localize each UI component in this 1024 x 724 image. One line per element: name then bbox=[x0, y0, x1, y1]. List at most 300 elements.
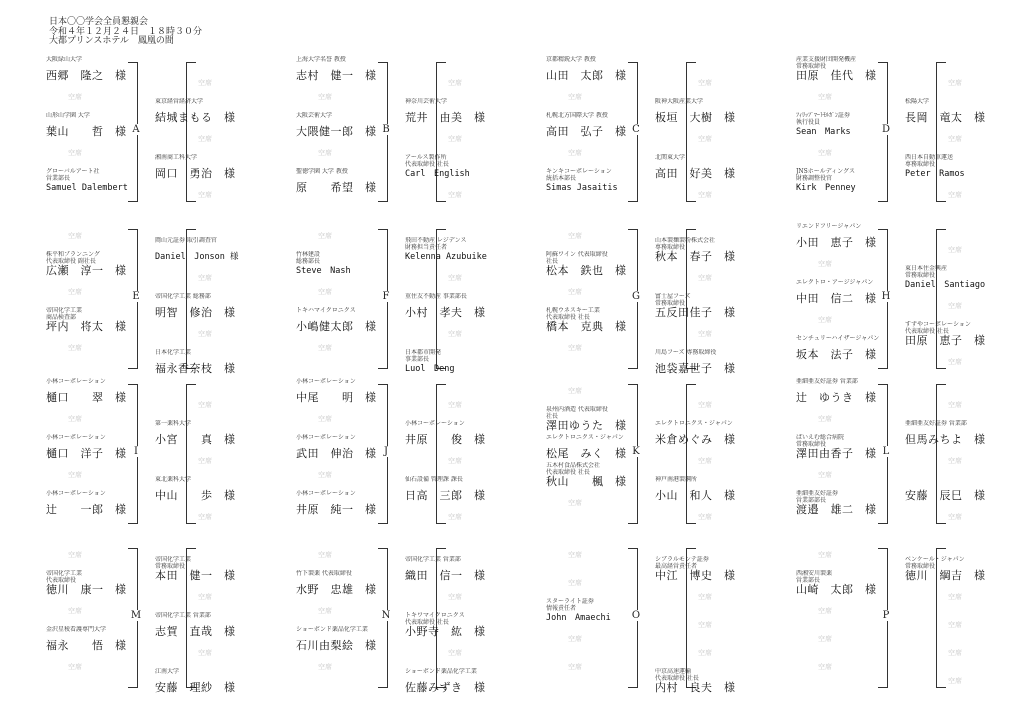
guest-name: 小野寺 紘 様 bbox=[405, 625, 486, 638]
vacant-seat bbox=[655, 78, 775, 88]
vacant-label: 空席 bbox=[568, 288, 582, 296]
guest-name: 本田 健一 様 bbox=[155, 569, 236, 582]
vacant-seat bbox=[155, 134, 275, 144]
guest-affiliation: 小林コーポレーション bbox=[296, 490, 356, 497]
vacant-label: 空席 bbox=[448, 330, 462, 338]
guest-affiliation: グローバルアート社 営業部長 bbox=[46, 168, 100, 182]
vacant-seat bbox=[155, 273, 275, 283]
vacant-label: 空席 bbox=[68, 232, 82, 240]
vacant-seat bbox=[905, 190, 1024, 200]
table-label: C bbox=[629, 124, 643, 135]
vacant-seat bbox=[405, 648, 525, 658]
guest-name: 石川由梨絵 様 bbox=[296, 639, 377, 652]
guest-seat bbox=[405, 349, 525, 381]
vacant-label: 空席 bbox=[318, 288, 332, 296]
vacant-label: 空席 bbox=[698, 457, 712, 465]
guest-affiliation: 産業支援財団開発機産 常務取締役 bbox=[796, 56, 857, 70]
guest-seat bbox=[46, 490, 166, 522]
vacant-seat bbox=[296, 414, 416, 424]
guest-affiliation: ショーボンド薬品化学工業 bbox=[405, 668, 477, 675]
guest-name: 小村 孝夫 様 bbox=[405, 306, 486, 319]
guest-name: 広瀬 淳一 様 bbox=[46, 264, 127, 277]
vacant-seat bbox=[905, 592, 1024, 602]
vacant-label: 空席 bbox=[68, 415, 82, 423]
vacant-seat bbox=[546, 498, 666, 508]
guest-affiliation: 松陽大学 bbox=[905, 98, 930, 105]
guest-seat bbox=[796, 168, 916, 200]
guest-seat bbox=[155, 668, 275, 700]
guest-seat bbox=[905, 98, 1024, 130]
vacant-seat bbox=[546, 578, 666, 588]
vacant-seat bbox=[46, 414, 166, 424]
vacant-seat bbox=[796, 414, 916, 424]
guest-affiliation: 仙石設備 管理課 課長 bbox=[405, 476, 463, 483]
vacant-label: 空席 bbox=[318, 232, 332, 240]
guest-seat bbox=[905, 556, 1024, 588]
vacant-label: 空席 bbox=[948, 135, 962, 143]
guest-name: 荒井 由美 様 bbox=[405, 111, 486, 124]
guest-seat bbox=[155, 293, 275, 325]
vacant-seat bbox=[405, 190, 525, 200]
vacant-seat bbox=[655, 400, 775, 410]
guest-seat bbox=[655, 668, 775, 700]
vacant-label: 空席 bbox=[318, 663, 332, 671]
guest-name: 高田 弘子 様 bbox=[546, 125, 627, 138]
table-e bbox=[46, 229, 294, 375]
vacant-label: 空席 bbox=[198, 457, 212, 465]
vacant-seat bbox=[905, 357, 1024, 367]
guest-name: 志村 健一 様 bbox=[296, 69, 377, 82]
guest-name: 小宮 真 様 bbox=[155, 433, 236, 446]
vacant-label: 空席 bbox=[568, 663, 582, 671]
vacant-label: 空席 bbox=[568, 232, 582, 240]
table-label: A bbox=[129, 124, 143, 135]
vacant-seat bbox=[905, 456, 1024, 466]
guest-seat bbox=[296, 112, 416, 144]
vacant-seat bbox=[155, 400, 275, 410]
vacant-label: 空席 bbox=[568, 579, 582, 587]
vacant-seat bbox=[655, 456, 775, 466]
vacant-seat bbox=[296, 343, 416, 353]
guest-seat bbox=[655, 420, 775, 452]
guest-affiliation: ベンケール・ジャパン 常務取締役 bbox=[905, 556, 965, 570]
vacant-seat bbox=[296, 470, 416, 480]
guest-seat bbox=[405, 237, 525, 269]
guest-name: 五反田佳子 様 bbox=[655, 306, 736, 319]
guest-seat bbox=[905, 154, 1024, 186]
vacant-seat bbox=[655, 329, 775, 339]
vacant-seat bbox=[655, 592, 775, 602]
guest-seat bbox=[546, 307, 666, 339]
vacant-label: 空席 bbox=[948, 593, 962, 601]
table-label: J bbox=[379, 446, 393, 457]
vacant-seat bbox=[905, 676, 1024, 686]
guest-name: 福永 悟 様 bbox=[46, 639, 127, 652]
guest-name: Simas Jasaitis bbox=[546, 183, 618, 193]
vacant-seat bbox=[546, 662, 666, 672]
guest-seat bbox=[296, 626, 416, 658]
vacant-seat bbox=[546, 386, 666, 396]
guest-seat bbox=[155, 420, 275, 452]
table-c bbox=[546, 56, 794, 202]
guest-seat bbox=[46, 434, 166, 466]
vacant-label: 空席 bbox=[448, 274, 462, 282]
guest-seat bbox=[796, 335, 916, 367]
vacant-label: 空席 bbox=[568, 93, 582, 101]
guest-affiliation: 阿蘇ワイン 代表取締役 社長 bbox=[546, 251, 608, 265]
vacant-seat bbox=[405, 273, 525, 283]
vacant-label: 空席 bbox=[818, 149, 832, 157]
guest-affiliation: 聖徳学園 大学 教授 bbox=[296, 168, 348, 175]
guest-affiliation: 西湘安川製薬 営業部長 bbox=[796, 570, 833, 584]
vacant-seat bbox=[796, 606, 916, 616]
vacant-label: 空席 bbox=[448, 135, 462, 143]
guest-seat bbox=[296, 378, 416, 410]
guest-affiliation: トキワマイクロニクス 代表取締役 社長 bbox=[405, 612, 465, 626]
vacant-label: 空席 bbox=[198, 401, 212, 409]
vacant-seat bbox=[296, 92, 416, 102]
guest-affiliation: 川島フーズ 専務取締役 bbox=[655, 349, 717, 356]
guest-name: 但馬みちよ 様 bbox=[905, 433, 986, 446]
guest-seat bbox=[796, 56, 916, 88]
table-m bbox=[46, 548, 294, 694]
vacant-seat bbox=[905, 400, 1024, 410]
vacant-label: 空席 bbox=[818, 93, 832, 101]
guest-affiliation: 湘南商工科大学 bbox=[155, 154, 198, 161]
table-label: B bbox=[379, 124, 393, 135]
guest-affiliation: 東北薬科大学 bbox=[155, 476, 192, 483]
guest-affiliation bbox=[905, 476, 1024, 490]
guest-affiliation: 札幌北方国際大学 教授 bbox=[546, 112, 608, 119]
vacant-label: 空席 bbox=[948, 302, 962, 310]
vacant-label: 空席 bbox=[68, 607, 82, 615]
guest-name: 橋本 克典 様 bbox=[546, 320, 627, 333]
guest-seat bbox=[655, 237, 775, 269]
guest-name: 松本 鉄也 様 bbox=[546, 264, 627, 277]
guest-seat bbox=[546, 462, 666, 494]
guest-affiliation: 泉州内酒造 代表取締役 社長 bbox=[546, 406, 608, 420]
guest-name: 坪内 将太 様 bbox=[46, 320, 127, 333]
vacant-label: 空席 bbox=[948, 677, 962, 685]
guest-seat bbox=[46, 307, 166, 339]
guest-name: 辻 一郎 様 bbox=[46, 503, 127, 516]
guest-affiliation: 帝国化学工業 営業部 bbox=[155, 612, 211, 619]
vacant-label: 空席 bbox=[698, 593, 712, 601]
guest-name: 中江 博史 様 bbox=[655, 569, 736, 582]
guest-seat bbox=[296, 251, 416, 283]
vacant-seat bbox=[655, 190, 775, 200]
guest-name: Sean Marks bbox=[796, 127, 851, 137]
vacant-label: 空席 bbox=[68, 471, 82, 479]
guest-affiliation: 岡山元証券 取引調査官 bbox=[155, 237, 217, 244]
vacant-seat bbox=[655, 648, 775, 658]
guest-affiliation: 竹林建設 総務部長 bbox=[296, 251, 321, 265]
guest-affiliation: 上海大学名誉 教授 bbox=[296, 56, 346, 63]
vacant-label: 空席 bbox=[698, 79, 712, 87]
guest-seat bbox=[546, 251, 666, 283]
table-label: H bbox=[879, 291, 893, 302]
guest-affiliation: 第一薬科大学 bbox=[155, 420, 192, 427]
vacant-label: 空席 bbox=[568, 499, 582, 507]
guest-affiliation: 日本都市開発 事業部長 bbox=[405, 349, 442, 363]
guest-name: 明智 修治 様 bbox=[155, 306, 236, 319]
guest-affiliation: スターライト証券 情報責任者 bbox=[546, 598, 594, 612]
guest-affiliation: 神戸南港製鋼所 bbox=[655, 476, 698, 483]
guest-seat bbox=[796, 279, 916, 311]
guest-seat bbox=[155, 154, 275, 186]
guest-affiliation: 東京経営経済大学 bbox=[155, 98, 204, 105]
guest-affiliation: エレクトロ・アージジャパン bbox=[796, 279, 874, 286]
guest-name: 武田 伸治 様 bbox=[296, 447, 377, 460]
guest-seat bbox=[405, 98, 525, 130]
vacant-seat bbox=[546, 343, 666, 353]
table-d bbox=[796, 56, 1024, 202]
guest-seat bbox=[405, 556, 525, 588]
guest-name: 中尾 明 様 bbox=[296, 391, 377, 404]
guest-affiliation: ﾌｨﾘｯﾌﾟﾏｰﾄﾓﾙｶﾞﾝ証券 執行役員 bbox=[796, 112, 851, 126]
vacant-label: 空席 bbox=[698, 513, 712, 521]
table-p bbox=[796, 548, 1024, 688]
guest-seat bbox=[405, 668, 525, 700]
vacant-seat bbox=[796, 662, 916, 672]
table-n bbox=[296, 548, 544, 694]
guest-name: 織田 信一 様 bbox=[405, 569, 486, 582]
vacant-seat bbox=[405, 78, 525, 88]
guest-name: 高田 好美 様 bbox=[655, 167, 736, 180]
table-label: G bbox=[629, 291, 643, 302]
vacant-seat bbox=[546, 287, 666, 297]
guest-affiliation: 大阪芸術大学 bbox=[296, 112, 333, 119]
vacant-label: 空席 bbox=[448, 649, 462, 657]
vacant-seat bbox=[546, 634, 666, 644]
guest-affiliation: 阪神大阪産業大学 bbox=[655, 98, 704, 105]
guest-name: Kirk Penney bbox=[796, 183, 856, 193]
guest-affiliation: ショーボンド薬品化学工業 bbox=[296, 626, 368, 633]
vacant-label: 空席 bbox=[818, 471, 832, 479]
guest-seat bbox=[46, 570, 166, 602]
guest-name: Kelenna Azubuike bbox=[405, 252, 487, 262]
guest-seat bbox=[296, 490, 416, 522]
table-label: M bbox=[130, 610, 142, 621]
table-label: D bbox=[879, 124, 893, 135]
table-k bbox=[546, 384, 794, 524]
vacant-label: 空席 bbox=[818, 260, 832, 268]
guest-affiliation: エレクトロニクス・ジャパン bbox=[546, 434, 624, 441]
vacant-seat bbox=[655, 134, 775, 144]
vacant-label: 空席 bbox=[948, 358, 962, 366]
guest-name: 米倉めぐみ 様 bbox=[655, 433, 736, 446]
vacant-seat bbox=[905, 301, 1024, 311]
guest-seat bbox=[796, 223, 916, 255]
guest-affiliation: 江南大学 bbox=[155, 668, 180, 675]
vacant-label: 空席 bbox=[448, 513, 462, 521]
vacant-seat bbox=[405, 400, 525, 410]
vacant-seat bbox=[155, 190, 275, 200]
guest-affiliation: 東日本住金興産 常務取締役 bbox=[905, 265, 948, 279]
guest-name: 井原 俊 様 bbox=[405, 433, 486, 446]
vacant-label: 空席 bbox=[568, 344, 582, 352]
guest-name: 福永香奈枝 様 bbox=[155, 362, 236, 375]
guest-seat bbox=[405, 154, 525, 186]
vacant-seat bbox=[46, 662, 166, 672]
vacant-label: 空席 bbox=[68, 149, 82, 157]
guest-seat bbox=[796, 378, 916, 410]
vacant-label: 空席 bbox=[818, 415, 832, 423]
vacant-seat bbox=[46, 550, 166, 560]
vacant-label: 空席 bbox=[818, 607, 832, 615]
guest-name: 徳川 康一 様 bbox=[46, 583, 127, 596]
vacant-label: 空席 bbox=[448, 401, 462, 409]
guest-affiliation: 富士屋フーズ 常務取締役 bbox=[655, 293, 691, 307]
table-o bbox=[546, 548, 794, 694]
guest-seat bbox=[46, 56, 166, 88]
vacant-label: 空席 bbox=[818, 635, 832, 643]
guest-name: 坂本 法子 様 bbox=[796, 348, 877, 361]
guest-seat bbox=[296, 56, 416, 88]
vacant-seat bbox=[296, 606, 416, 616]
guest-seat bbox=[905, 476, 1024, 508]
vacant-seat bbox=[296, 231, 416, 241]
vacant-seat bbox=[405, 134, 525, 144]
guest-name: 秋山 楓 様 bbox=[546, 475, 627, 488]
vacant-label: 空席 bbox=[948, 457, 962, 465]
vacant-seat bbox=[155, 592, 275, 602]
vacant-label: 空席 bbox=[948, 79, 962, 87]
guest-affiliation: 亜細亜友好証券 営業部 bbox=[905, 420, 967, 427]
vacant-label: 空席 bbox=[68, 663, 82, 671]
event-venue: 大都プリンスホテル 鳳凰の間 bbox=[49, 36, 174, 46]
guest-name: 中山 歩 様 bbox=[155, 489, 236, 502]
vacant-seat bbox=[46, 231, 166, 241]
table-l bbox=[796, 378, 1024, 524]
guest-name: 水野 忠雄 様 bbox=[296, 583, 377, 596]
table-label: P bbox=[879, 610, 893, 621]
guest-affiliation: トキハマイクロニクス bbox=[296, 307, 356, 314]
vacant-label: 空席 bbox=[698, 649, 712, 657]
vacant-seat bbox=[155, 456, 275, 466]
vacant-seat bbox=[796, 550, 916, 560]
guest-name: 板垣 大樹 様 bbox=[655, 111, 736, 124]
vacant-seat bbox=[405, 456, 525, 466]
table-label: I bbox=[129, 446, 143, 457]
vacant-label: 空席 bbox=[568, 635, 582, 643]
guest-name: 小山 和人 様 bbox=[655, 489, 736, 502]
guest-affiliation: すずやコーポレーション 代表取締役 社長 bbox=[905, 321, 971, 335]
guest-name: Daniel Jonson 様 bbox=[155, 252, 239, 262]
guest-seat bbox=[405, 476, 525, 508]
guest-seat bbox=[46, 112, 166, 144]
vacant-seat bbox=[155, 329, 275, 339]
guest-name: 田原 恵子 様 bbox=[905, 334, 986, 347]
guest-affiliation: 京都精鋭大学 教授 bbox=[546, 56, 596, 63]
table-label: F bbox=[379, 291, 393, 302]
vacant-seat bbox=[905, 245, 1024, 255]
vacant-seat bbox=[796, 92, 916, 102]
guest-affiliation: 山形山学園 大学 bbox=[46, 112, 90, 119]
vacant-seat bbox=[546, 92, 666, 102]
guest-affiliation: 五木村食品株式会社 代表取締役 社長 bbox=[546, 462, 601, 476]
guest-affiliation: 帝国化学工業 総務部 bbox=[155, 293, 211, 300]
guest-seat bbox=[796, 570, 916, 602]
vacant-seat bbox=[46, 92, 166, 102]
guest-name: 佐藤みずき 様 bbox=[405, 681, 486, 694]
guest-affiliation: 西日本自動車運送 専務取締役 bbox=[905, 154, 954, 168]
vacant-seat bbox=[905, 512, 1024, 522]
vacant-label: 空席 bbox=[568, 551, 582, 559]
vacant-label: 空席 bbox=[448, 191, 462, 199]
guest-name: 中田 信二 様 bbox=[796, 292, 877, 305]
guest-name: 山田 太郎 様 bbox=[546, 69, 627, 82]
guest-seat bbox=[546, 168, 666, 200]
vacant-seat bbox=[905, 620, 1024, 630]
vacant-label: 空席 bbox=[198, 649, 212, 657]
vacant-label: 空席 bbox=[198, 79, 212, 87]
guest-seat bbox=[296, 570, 416, 602]
table-label: L bbox=[879, 446, 893, 457]
table-b bbox=[296, 56, 544, 202]
guest-name: Peter Ramos bbox=[905, 169, 965, 179]
guest-name: 岡口 勇治 様 bbox=[155, 167, 236, 180]
guest-seat bbox=[655, 556, 775, 588]
vacant-seat bbox=[796, 315, 916, 325]
guest-seat bbox=[546, 598, 666, 630]
table-i bbox=[46, 378, 294, 524]
vacant-seat bbox=[46, 470, 166, 480]
vacant-seat bbox=[546, 550, 666, 560]
table-label: O bbox=[629, 610, 643, 621]
vacant-seat bbox=[905, 648, 1024, 658]
vacant-label: 空席 bbox=[448, 593, 462, 601]
vacant-seat bbox=[655, 620, 775, 630]
vacant-label: 空席 bbox=[698, 330, 712, 338]
guest-affiliation: 小林コーポレーション bbox=[46, 434, 106, 441]
guest-affiliation: 亜細亜友好証券 営業部部長 bbox=[796, 490, 839, 504]
guest-seat bbox=[155, 98, 275, 130]
vacant-label: 空席 bbox=[198, 135, 212, 143]
vacant-seat bbox=[155, 648, 275, 658]
guest-name: 結城まもる 様 bbox=[155, 111, 236, 124]
guest-affiliation: 山本製麺製粉株式会社 専務取締役 bbox=[655, 237, 716, 251]
guest-seat bbox=[655, 293, 775, 325]
guest-seat bbox=[655, 476, 775, 508]
guest-affiliation: 帝国化学工業 商品検査部 bbox=[46, 307, 83, 321]
guest-seat bbox=[546, 112, 666, 144]
vacant-seat bbox=[405, 329, 525, 339]
vacant-seat bbox=[796, 259, 916, 269]
vacant-seat bbox=[296, 662, 416, 672]
guest-name: 長岡 竜太 様 bbox=[905, 111, 986, 124]
guest-affiliation: エレクトロニクス・ジャパン bbox=[655, 420, 733, 427]
guest-name: 葉山 哲 様 bbox=[46, 125, 127, 138]
guest-affiliation: 小林コーポレーション bbox=[296, 434, 356, 441]
vacant-seat bbox=[296, 287, 416, 297]
guest-name: 樋口 翠 様 bbox=[46, 391, 127, 404]
event-header bbox=[49, 18, 349, 47]
vacant-seat bbox=[655, 273, 775, 283]
guest-seat bbox=[796, 434, 916, 466]
vacant-seat bbox=[905, 134, 1024, 144]
guest-seat bbox=[46, 168, 166, 200]
vacant-seat bbox=[796, 634, 916, 644]
vacant-label: 空席 bbox=[198, 330, 212, 338]
vacant-label: 空席 bbox=[68, 288, 82, 296]
guest-affiliation: 亜細亜友好証券 営業部 bbox=[796, 378, 858, 385]
guest-name: 小田 恵子 様 bbox=[796, 236, 877, 249]
guest-name: 松尾 みく 様 bbox=[546, 447, 627, 460]
vacant-seat bbox=[155, 512, 275, 522]
vacant-label: 空席 bbox=[698, 621, 712, 629]
guest-seat bbox=[155, 612, 275, 644]
